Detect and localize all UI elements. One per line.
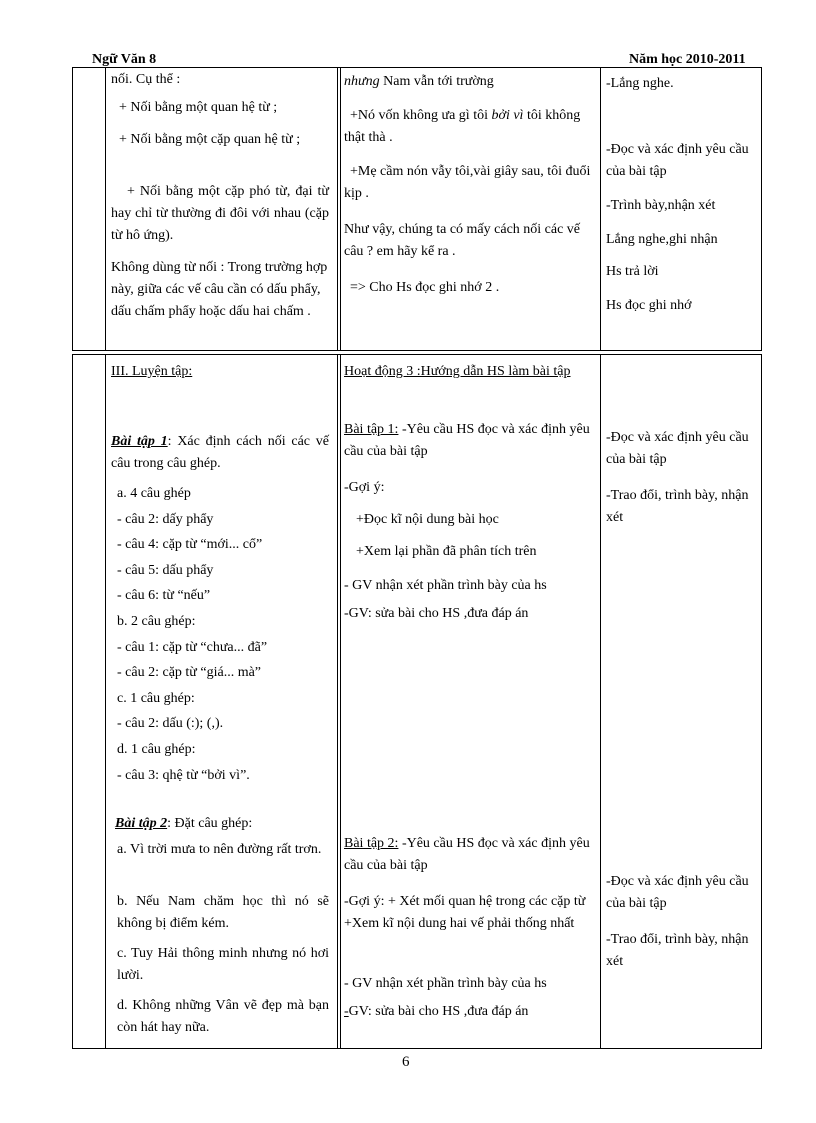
content-cell [344,67,594,351]
text: tôi không thật thà . [344,108,581,145]
text: - [344,1004,349,1019]
text: +Nó vốn không ưa gì tôi [350,108,492,123]
list-item: b. 2 câu ghép: [117,613,196,629]
text: : Đặt câu ghép: [167,816,253,831]
column-divider [340,355,341,1048]
paragraph: d. Không những Vân vẽ đẹp mà bạn còn hát hay nữa. [117,998,329,1035]
paragraph: Lắng nghe,ghi nhận [606,232,718,247]
text: -Yêu cầu HS đọc và xác định yêu cầu của bài tập [344,836,590,873]
paragraph: b. Nếu Nam chăm học thì nó sẽ không bị điểm kém. [117,894,329,931]
content-cell [606,67,758,351]
paragraph: Hs trả lời [606,264,659,279]
paragraph: -Đọc và xác định yêu cầu của bài tập [606,874,749,911]
exercise-2-heading [115,813,252,835]
paragraph: => Cho Hs đọc ghi nhớ 2 . [350,280,500,295]
paragraph: -Trao đổi, trình bày, nhận xét [606,488,749,525]
list-item: a. 4 câu ghép [117,486,191,501]
exercise-label: Bài tập 2 [115,816,168,831]
column-divider [600,355,601,1048]
list-item: d. 1 câu ghép: [117,741,196,757]
emphasis: bởi vì [491,108,524,123]
paragraph: +Đọc kĩ nội dung bài học [356,512,499,527]
paragraph: Hs đọc ghi nhớ [606,298,692,313]
column-divider [337,67,338,350]
text: GV: sửa bài cho HS ,đưa đáp án [348,1004,529,1019]
paragraph: c. Tuy Hải thông minh nhưng nó hơi lười. [117,946,329,983]
list-item: - câu 2: dấu (:); (,). [117,716,224,732]
paragraph: -Gợi ý: [344,480,385,495]
paragraph: +Xem lại phần đã phân tích trên [356,544,537,559]
content-cell [111,355,329,1050]
exercise-label: Bài tập 1 [111,434,168,449]
section-heading: III. Luyện tập: [111,364,193,379]
paragraph: -Đọc và xác định yêu cầu của bài tập [606,430,749,467]
paragraph: Như vậy, chúng ta có mấy cách nối các vế câu ? em hãy kể ra . [344,222,581,259]
page-header-left: Ngữ Văn 8 [92,52,157,67]
paragraph: + Nối bằng một quan hệ từ ; [119,100,278,115]
paragraph [344,71,494,93]
paragraph: -Gợi ý: + Xét mối quan hệ trong các cặp từ +Xem kĩ nội dung hai vế phải thống nhất [344,894,586,931]
page-header-right: Năm học 2010-2011 [629,52,746,67]
content-cell [111,67,329,351]
list-item: - câu 1: cặp từ “chưa... đã” [117,639,268,655]
list-item: - câu 6: từ “nếu” [117,588,211,604]
paragraph: + Nối bằng một cặp phó từ, đại từ hay chỉ từ thường đi đôi với nhau (cặp từ hô ứng). [111,184,329,243]
list-item: - câu 2: cặp từ “giá... mà” [117,665,262,681]
exercise-label: Bài tập 1: [344,422,399,437]
paragraph: - GV nhận xét phần trình bày của hs [344,578,547,593]
exercise-1-answers [117,481,329,788]
paragraph: + Nối bằng một cặp quan hệ từ ; [119,132,301,147]
column-divider [340,67,341,350]
paragraph: nối. Cụ thể : [111,72,181,87]
list-item: - câu 5: dấu phẩy [117,562,214,578]
paragraph: -Lắng nghe. [606,76,674,91]
text: : Xác định cách nối các vế câu trong câu ghép. [111,434,329,471]
paragraph [344,833,592,877]
list-item: - câu 2: dấy phẩy [117,511,214,527]
exercise-1-heading [111,431,329,475]
paragraph: Không dùng từ nối : Trong trường hợp này, giữa các vế câu cần có dấu phẩy, dấu chấm phẩy hoặc dấu hai chấm . [111,260,328,319]
paragraph: - GV nhận xét phần trình bày của hs [344,976,547,991]
content-cell [344,355,594,1050]
page-number: 6 [402,1054,410,1070]
paragraph: +Mẹ cầm nón vẫy tôi,vài giây sau, tôi đuổi kịp . [344,164,591,201]
text: Nam vẫn tới trường [379,74,494,89]
paragraph: -Trình bày,nhận xét [606,198,716,213]
text: -Yêu cầu HS đọc và xác định yêu cầu của bài tập [344,422,590,459]
paragraph: -Đọc và xác định yêu cầu của bài tập [606,142,749,179]
paragraph [344,419,592,463]
column-divider [105,67,106,350]
activity-heading: Hoạt động 3 :Hướng dẫn HS làm bài tập [344,364,571,379]
list-item: c. 1 câu ghép: [117,690,195,706]
list-item: - câu 3: qhệ từ “bởi vì”. [117,767,250,783]
column-divider [337,355,338,1048]
paragraph [344,105,592,149]
column-divider [105,355,106,1048]
emphasis: nhưng [344,74,380,89]
table-row-1 [72,67,762,351]
table-row-2 [72,354,762,1049]
paragraph: -Trao đổi, trình bày, nhận xét [606,932,749,969]
content-cell [606,355,758,1050]
exercise-label: Bài tập 2: [344,836,399,851]
list-item: - câu 4: cặp từ “mới... cổ” [117,537,263,553]
paragraph: -GV: sửa bài cho HS ,đưa đáp án [344,606,529,621]
paragraph: a. Vì trời mưa to nên đường rất trơn. [117,842,322,857]
paragraph [344,1001,528,1023]
column-divider [600,67,601,350]
